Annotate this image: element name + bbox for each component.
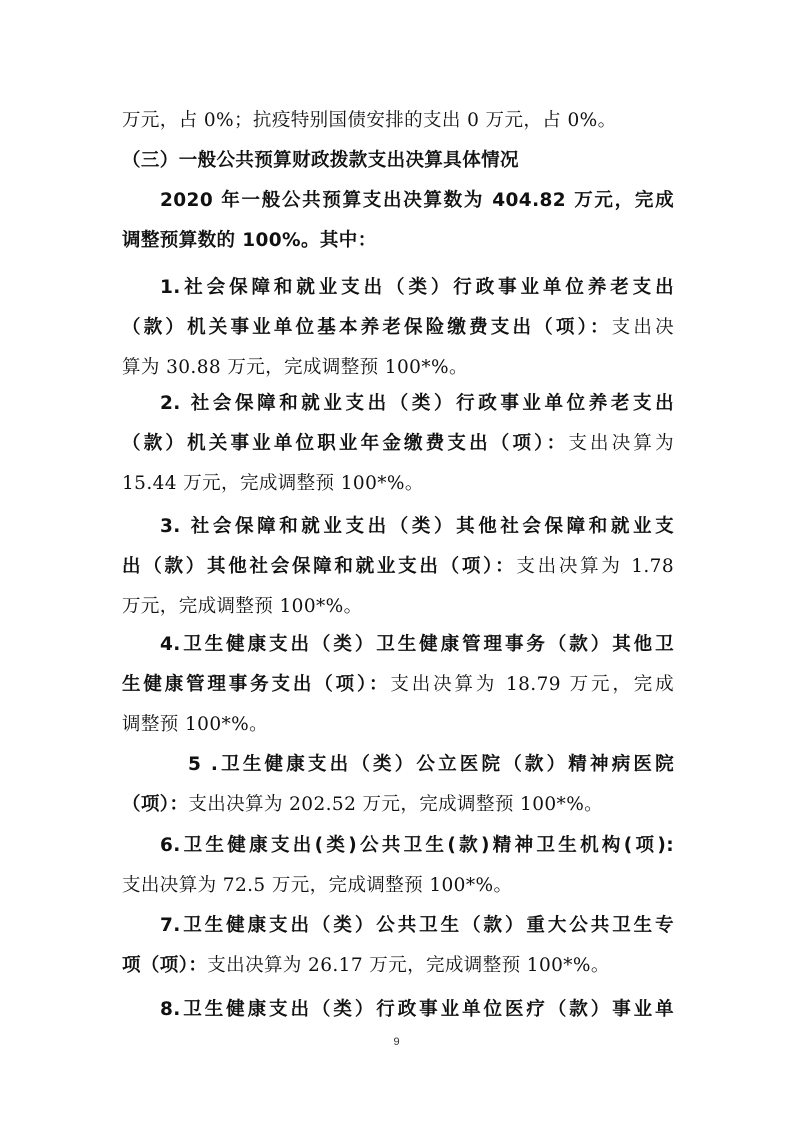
paragraph-line: 万元，占 0%；抗疫特别国债安排的支出 0 万元，占 0%。 — [122, 110, 617, 131]
list-item-3: 3. 社会保障和就业支出（类）其他社会保障和就业支 — [160, 516, 674, 537]
paragraph-line: 项（项）：支出决算为 26.17 万元，完成调整预 100*%。 — [122, 955, 610, 976]
list-item-8: 8.卫生健康支出（类）行政事业单位医疗（款）事业单 — [160, 999, 674, 1020]
list-item-7: 7.卫生健康支出（类）公共卫生（款）重大公共卫生专 — [160, 915, 674, 936]
list-item-1: 1.社会保障和就业支出（类）行政事业单位养老支出 — [160, 277, 674, 298]
paragraph-line: （项）：支出决算为 202.52 万元，完成调整预 100*%。 — [122, 794, 604, 815]
list-item-4: 4.卫生健康支出（类）卫生健康管理事务（款）其他卫 — [160, 634, 674, 655]
paragraph-line: 2020 年一般公共预算支出决算数为 404.82 万元，完成 — [160, 190, 674, 211]
paragraph-line: 万元，完成调整预 100*%。 — [122, 596, 363, 617]
paragraph-line: 生健康管理事务支出（项）：支出决算为 18.79 万元，完成 — [122, 674, 674, 695]
section-heading: （三）一般公共预算财政拨款支出决算具体情况 — [122, 150, 519, 171]
paragraph-line: 调整预算数的 100%。其中： — [122, 230, 377, 251]
paragraph-line: 15.44 万元，完成调整预 100*%。 — [122, 473, 424, 494]
paragraph-line: 支出决算为 72.5 万元，完成调整预 100*%。 — [122, 875, 513, 896]
list-item-6: 6.卫生健康支出(类)公共卫生(款)精神卫生机构(项): — [160, 835, 674, 856]
page-number: 9 — [393, 1036, 400, 1048]
paragraph-line: 出（款）其他社会保障和就业支出（项）：支出决算为 1.78 — [122, 556, 674, 577]
paragraph-line: （款）机关事业单位基本养老保险缴费支出（项）：支出决 — [122, 317, 675, 338]
list-item-5: 5 .卫生健康支出（类）公立医院（款）精神病医院 — [188, 754, 674, 775]
paragraph-line: （款）机关事业单位职业年金缴费支出（项）：支出决算为 — [122, 433, 674, 454]
list-item-2: 2. 社会保障和就业支出（类）行政事业单位养老支出 — [160, 393, 674, 414]
paragraph-line: 算为 30.88 万元，完成调整预 100*%。 — [122, 357, 468, 378]
paragraph-line: 调整预 100*%。 — [122, 714, 269, 735]
